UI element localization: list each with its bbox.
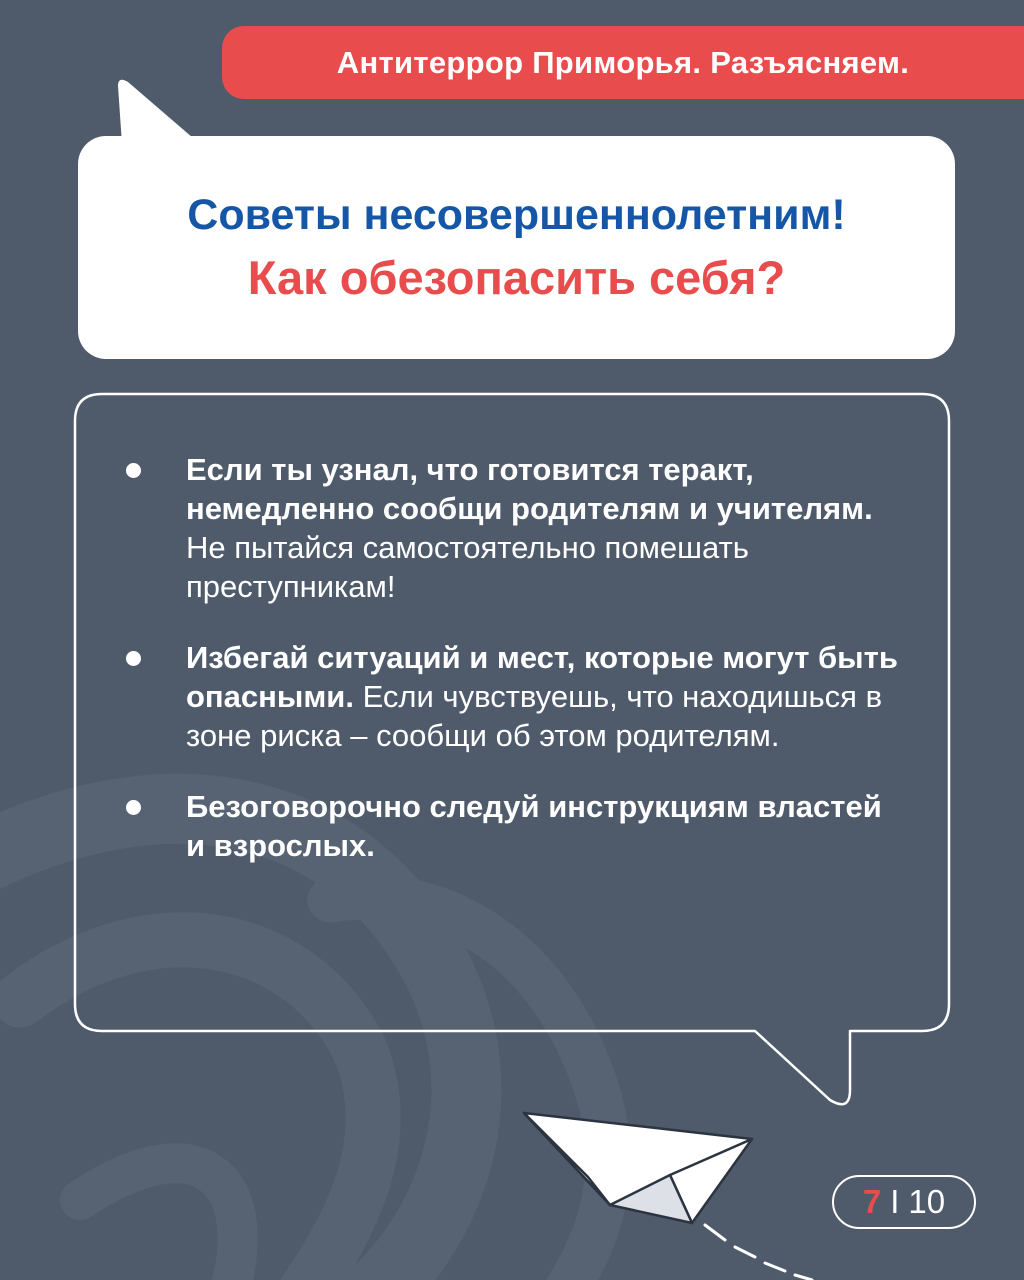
page-total: 10: [908, 1183, 946, 1220]
header-banner: [222, 26, 1024, 99]
tip-item: [120, 638, 900, 755]
page-current: 7: [862, 1183, 882, 1220]
tip-strong-text: Избегай ситуаций и мест, которые могут быть опасными.: [186, 640, 898, 714]
headline-bubble: [78, 136, 955, 359]
headline-line-2: Как обезопасить себя?: [247, 250, 786, 304]
page-counter: [832, 1175, 976, 1229]
tip-strong-text: Если ты узнал, что готовится теракт, немедленно сообщи родителям и учителям.: [186, 452, 873, 526]
header-title: Антитеррор Приморья. Разъясняем.: [336, 44, 910, 80]
bullet-dot-icon: [126, 651, 141, 666]
bullet-dot-icon: [126, 800, 141, 815]
tip-strong-text: Безоговорочно следуй инструкциям властей и взрослых.: [186, 789, 882, 863]
tip-normal-text: Не пытайся самостоятельно помешать преступникам!: [186, 530, 749, 604]
tip-normal-text: Если чувствуешь, что находишься в зоне риска – сообщи об этом родителям.: [186, 679, 883, 753]
tip-item: [120, 450, 900, 606]
speech-bubble-tail: [108, 74, 208, 144]
tips-list: [120, 450, 900, 865]
paper-plane-icon: [520, 1105, 820, 1280]
bullet-dot-icon: [126, 463, 141, 478]
tip-item: [120, 787, 900, 865]
headline-line-1: Советы несовершеннолетним!: [187, 190, 846, 239]
page-separator: I: [890, 1183, 900, 1220]
